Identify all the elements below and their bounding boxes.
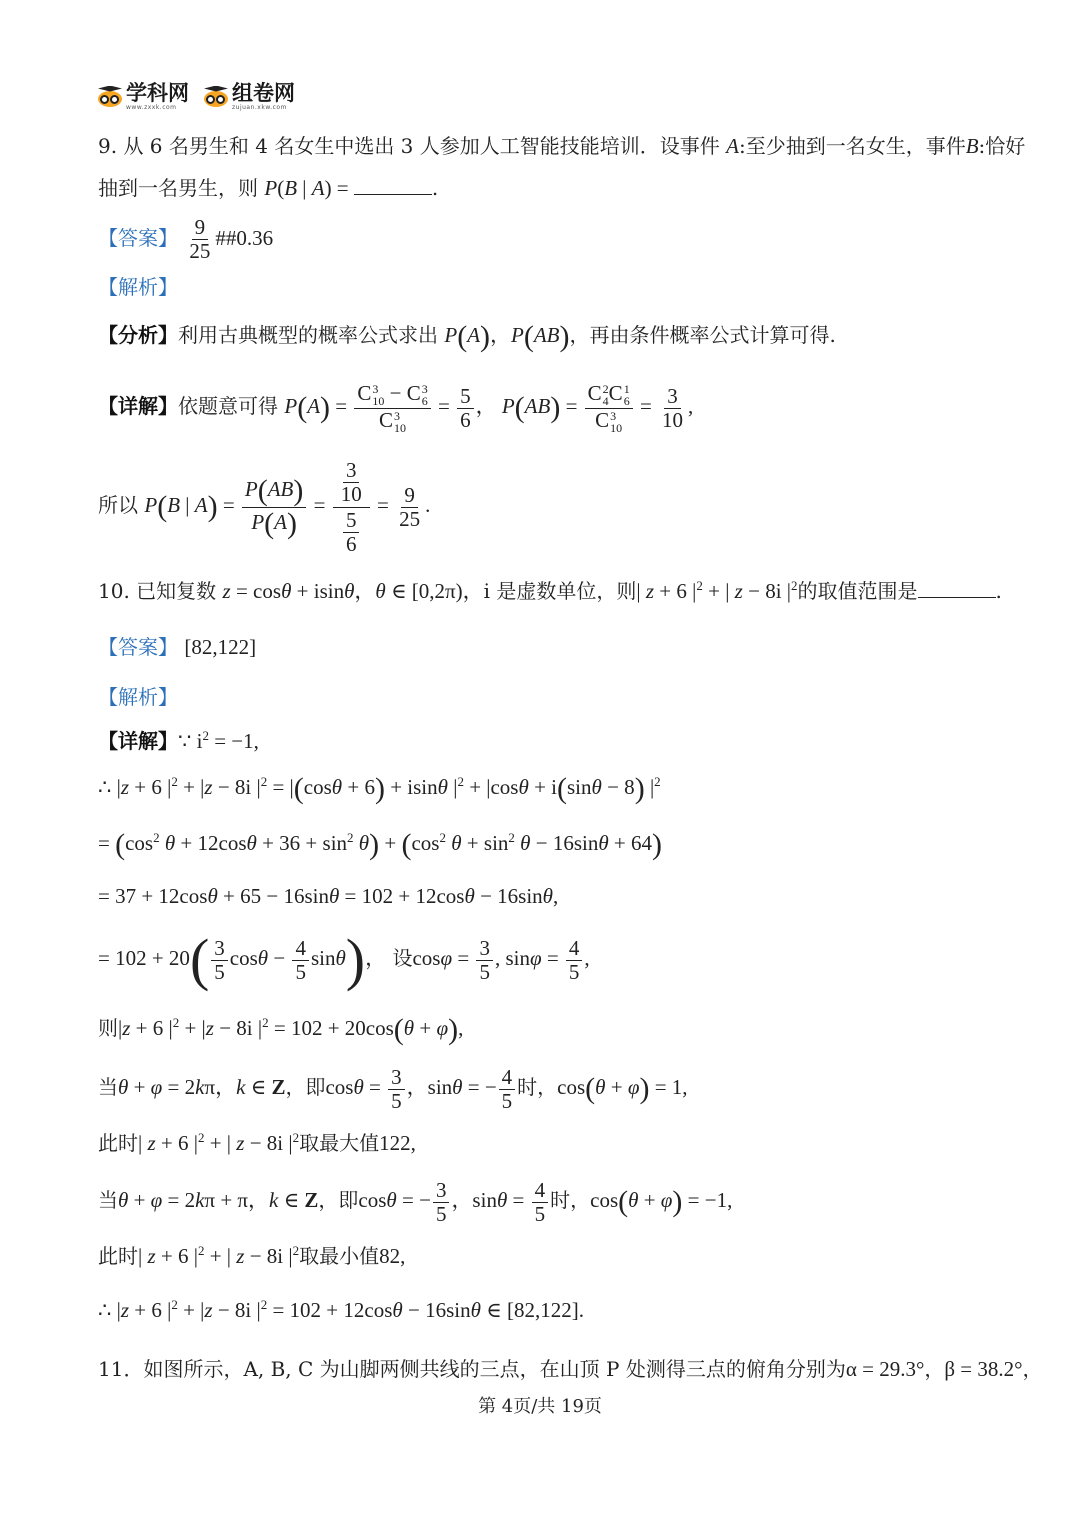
answer-tag: 【答案】 — [98, 226, 178, 250]
q10-min: 此时| z + 6 $|^2$ + | z − 8i $|^2$取最小值82, — [98, 1243, 406, 1268]
q9-conclusion: 所以 P(B | A) = $\frac{P(AB)}{P(A)}$ = $\frac{\frac{3}{10}}{\frac{5}{6}}$ = $\frac{9}{25}$ . — [98, 457, 431, 556]
q11-line1: 11．如图所示，A, B, C 为山脚两侧共线的三点，在山顶 P 处测得三点的俯角分别为α = 29.3°，β = 38.2°， — [98, 1357, 1043, 1381]
answer-blank — [354, 176, 432, 195]
q9-fenxi: 【分析】利用古典概型的概率公式求出 P(A)，P(AB)，再由条件概率公式计算可得. — [98, 320, 836, 354]
q10-step2: = ($\cos^2$ $\theta + 12\cos\theta + 36 + \sin^2 \theta) + (\cos^2$ $\theta + \sin^2 \theta - 16\sin\theta + 64$) — [98, 828, 663, 862]
q10-step4: = 102 + 20( $\frac{3}{5}$ cosθ − $\frac{4}{5}$ sinθ)， 设cosφ = $\frac{3}{5}$ , sinφ = $\frac{4}{5}$ , — [98, 927, 590, 993]
answer-value: ##0.36 — [215, 226, 274, 250]
q9-line1: 9. 从 6 名男生和 4 名女生中选出 3 人参加人工智能技能培训．设事件 A:至少抽到一名女生，事件B:恰好 — [98, 134, 1026, 158]
q10-max: 此时| z + 6 $|^2$ + | z − 8i $|^2$取最大值122, — [98, 1130, 416, 1155]
q10-step1: ∴ |z + 6 $|^2 + |z - 8i$ $|^2 = |(\cos\theta + 6) + isin\theta$ $|^2 + |\cos\theta + i(\sin\theta - 8)$ $|^2$ — [98, 772, 661, 806]
q10-step3: = 37 + 12cosθ + 65 − 16sinθ = 102 + 12cosθ − 16sinθ, — [98, 884, 559, 908]
brand2-url: zujuan.xkw.com — [232, 104, 287, 111]
brand2-name: 组卷网 — [232, 81, 295, 105]
answer-blank — [918, 579, 996, 598]
q9-analysis-tag: 【解析】 — [98, 275, 178, 299]
q10-line1: 10. 已知复数 z = cosθ + isinθ，θ ∈ [0,2π)，i 是虚数单位，则| z + 6 $|^2$ + | z − 8i $|^2$的取值范围是 . — [98, 578, 1002, 603]
q10-analysis-tag: 【解析】 — [98, 685, 178, 709]
header-logos — [97, 82, 295, 111]
brand1-url: www.zxxk.com — [126, 104, 177, 111]
q9-xiangjie: 【详解】依题意可得 P(A) = C 3 10 − C 3 6 C 3 10 = $\frac{5}{6}$ ， P(AB) = C 2 4 C 1 6 C 3 10 = $\frac{3}{10}$ , — [98, 380, 694, 435]
brand1-name: 学科网 — [126, 81, 189, 105]
owl-logo-icon — [203, 86, 229, 108]
q10-case-max: 当θ + φ = 2kπ，k ∈ Z，即cosθ = $\frac{3}{5}$ ，sinθ = − $\frac{4}{5}$ 时，cos(θ + φ) = 1, — [98, 1064, 688, 1113]
q10-answer: 【答案】 [82,122] — [98, 635, 257, 659]
q10-step5: 则|z + 6 $|^2 + |z - 8i$ $|^2 = 102 + 20\cos(\theta + \varphi)$, — [98, 1013, 464, 1047]
brand-zujuan[interactable] — [203, 82, 295, 111]
q9-answer: 【答案】 $\frac{9}{25}$ ##0.36 — [98, 215, 274, 263]
q10-case-min: 当θ + φ = 2kπ + π，k ∈ Z，即cosθ = − $\frac{3}{5}$ ，sinθ = $\frac{4}{5}$ 时，cos(θ + φ) = −1, — [98, 1177, 733, 1226]
page-footer: 第 4页/共 19页 — [478, 1396, 602, 1417]
brand-zxxk[interactable] — [97, 82, 189, 111]
q9-line2: 抽到一名男生，则 P(B | A) = . — [98, 176, 439, 200]
owl-logo-icon — [97, 86, 123, 108]
answer-value: [82,122] — [184, 635, 257, 659]
q10-xiangjie: 【详解】∵ $i^2 = -1$, — [98, 728, 259, 753]
q10-final: ∴ |z + 6 $|^2 + |z - 8i$ $|^2 = 102 + 12\cos\theta - 16\sin\theta$ ∈ [82,122]. — [98, 1297, 584, 1322]
q9-text: 9. 从 6 名男生和 4 名女生中选出 3 人参加人工智能技能培训．设事件 — [98, 134, 720, 158]
